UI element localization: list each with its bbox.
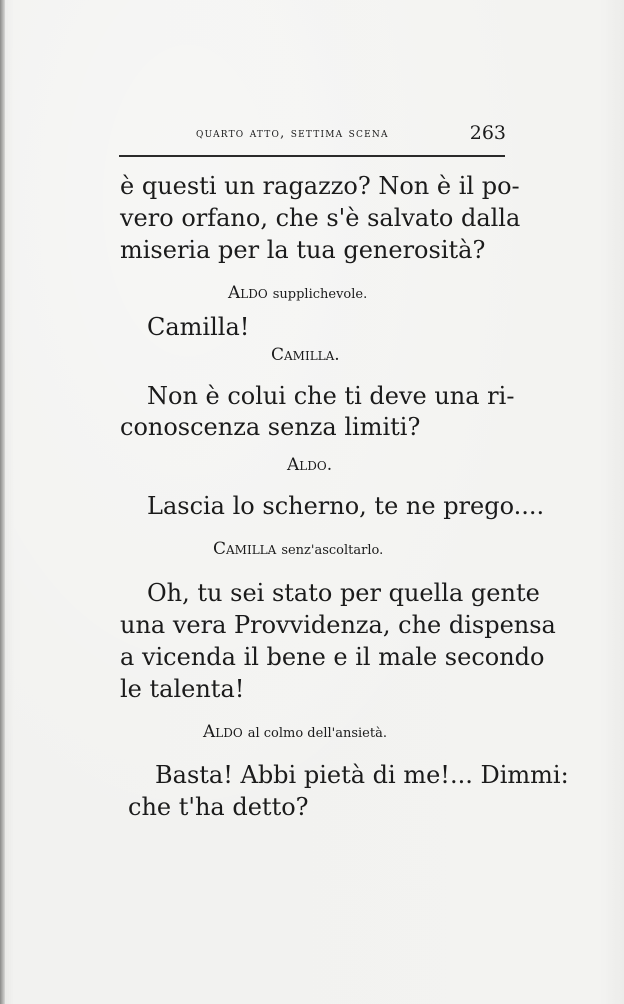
speaker-cue (213, 539, 383, 561)
speaker-cue (203, 722, 387, 744)
text-line: a vicenda il bene e il male secondo (120, 643, 545, 671)
text-line: Camilla! (147, 313, 250, 341)
page-edge-shadow (0, 0, 5, 1004)
stage-direction: al colmo dell'ansietà. (247, 726, 387, 741)
text-line: miseria per la tua generosità? (120, 236, 486, 264)
text-line: conoscenza senza limiti? (120, 413, 421, 441)
speaker-name: Aldo. (287, 455, 333, 475)
page-number: 263 (469, 122, 506, 144)
text-line: le talenta! (120, 675, 245, 703)
text-line: Oh, tu sei stato per quella gente (147, 579, 540, 607)
text-line: Basta! Abbi pietà di me!... Dimmi: (155, 761, 569, 789)
speaker-name: Aldo (203, 722, 243, 742)
speaker-cue (271, 345, 340, 365)
text-line: una vera Provvidenza, che dispensa (120, 611, 556, 639)
text-line: che t'ha detto? (128, 793, 309, 821)
stage-direction: supplichevole. (272, 287, 368, 302)
running-title: quarto atto, settima scena (196, 126, 389, 141)
text-line: è questi un ragazzo? Non è il po- (120, 172, 520, 200)
stage-direction: senz'ascoltarlo. (281, 543, 384, 558)
speaker-cue (287, 455, 332, 475)
speaker-name: Camilla. (271, 345, 340, 365)
text-line: Non è colui che ti deve una ri- (147, 382, 515, 410)
header-rule (119, 155, 505, 157)
speaker-cue (228, 283, 367, 305)
text-line: Lascia lo scherno, te ne prego.... (147, 492, 545, 520)
text-line: vero orfano, che s'è salvato dalla (120, 204, 521, 232)
running-head (196, 122, 506, 144)
speaker-name: Camilla (213, 539, 277, 559)
speaker-name: Aldo (228, 283, 268, 303)
